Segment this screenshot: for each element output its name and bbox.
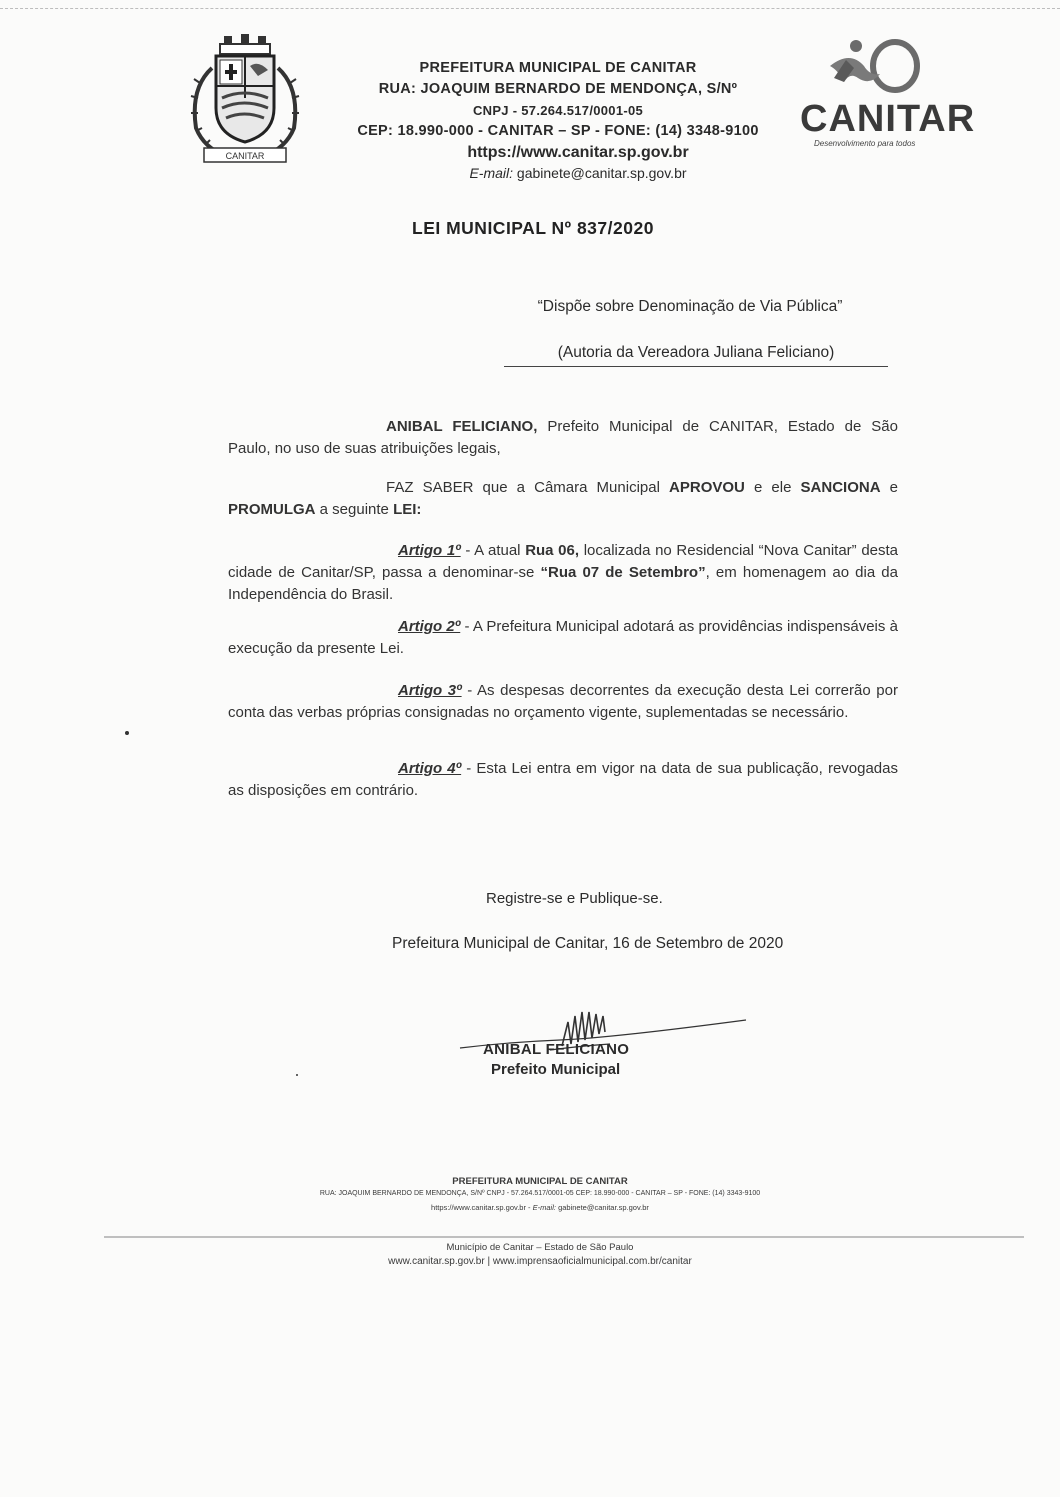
header-email-line <box>358 163 798 184</box>
footer-site-link[interactable]: https://www.canitar.sp.gov.br <box>431 1203 526 1212</box>
article-1-text-a: - A atual <box>460 542 526 559</box>
article-1-old-street: Rua 06, <box>525 542 580 559</box>
footer-links[interactable]: www.canitar.sp.gov.br | www.imprensaoficialmunicipal.com.br/canitar <box>388 1256 692 1267</box>
preamble-text: Prefeito Municipal de CANITAR, Estado de São Paulo, no uso de suas atribuições legais, <box>228 418 898 457</box>
enactment-text: FAZ SABER que a Câmara Municipal <box>386 479 670 496</box>
article-3-text: - As despesas decorrentes da execução desta Lei correrão por conta das verbas próprias consignadas no orçamento vigente, suplementadas se necessário. <box>228 682 898 721</box>
article-2 <box>228 616 898 660</box>
footer-address: RUA: JOAQUIM BERNARDO DE MENDONÇA, S/Nº CNPJ - 57.264.517/0001-05 CEP: 18.990-000 - CANITAR – SP - FONE: (14) 3343-9100 <box>319 1190 761 1197</box>
signatory-name: ANIBAL FELICIANO <box>483 1041 630 1058</box>
footer-email-label: E-mail: <box>532 1203 556 1212</box>
header-email-link[interactable]: gabinete@canitar.sp.gov.br <box>516 165 687 181</box>
footer-divider <box>104 1236 1024 1238</box>
header-institution: PREFEITURA MUNICIPAL DE CANITAR <box>419 60 697 76</box>
footer-municipality: Município de Canitar – Estado de São Paulo <box>446 1242 634 1253</box>
header-cnpj: CNPJ - 57.264.517/0001-05 <box>472 103 644 118</box>
article-1-text-e: , em homenagem ao dia da Independência do Brasil. <box>228 564 898 603</box>
law-author: (Autoria da Vereadora Juliana Feliciano) <box>504 344 888 367</box>
footer-email-link[interactable]: gabinete@canitar.sp.gov.br <box>558 1203 649 1212</box>
place-date-line: Prefeitura Municipal de Canitar, 16 de Setembro de 2020 <box>392 935 784 952</box>
footer-contact: https://www.canitar.sp.gov.br - E-mail: gabinete@canitar.sp.gov.br <box>431 1203 649 1212</box>
law-title: LEI MUNICIPAL Nº 837/2020 <box>412 218 654 238</box>
enactment-text-4: a seguinte <box>315 501 394 518</box>
enactment-law: LEI: <box>393 501 422 518</box>
crest-banner-text: CANITAR <box>225 151 265 161</box>
signatory-role: Prefeito Municipal <box>491 1061 621 1078</box>
article-2-label: Artigo 2º <box>398 618 461 635</box>
people-figure-logo-icon <box>800 36 990 106</box>
header-cep-phone: CEP: 18.990-000 - CANITAR – SP - FONE: (14) 3348-9100 <box>357 123 759 139</box>
register-publish-line: Registre-se e Publique-se. <box>486 890 663 907</box>
enactment-text-2: e ele <box>744 479 801 496</box>
article-1-label: Artigo 1º <box>398 542 461 559</box>
handwritten-signature-icon <box>450 1008 750 1068</box>
article-1-text-c: localizada no Residencial “Nova Canitar” desta cidade de Canitar/SP, passa a denominar-se <box>228 542 899 581</box>
article-4-text: - Esta Lei entra em vigor na data de sua publicação, revogadas as disposições em contrário. <box>228 760 898 799</box>
letterhead <box>318 58 798 184</box>
scan-speck <box>125 731 129 735</box>
article-2-text: - A Prefeitura Municipal adotará as providências indispensáveis à execução da presente Lei. <box>228 618 898 657</box>
enactment-text-3: e <box>880 479 898 496</box>
enactment-paragraph <box>228 477 898 521</box>
scan-speck <box>296 1074 298 1076</box>
article-1 <box>228 540 898 606</box>
enactment-promulgates: PROMULGA <box>228 501 316 518</box>
article-3 <box>228 680 898 724</box>
preamble-paragraph <box>228 416 898 460</box>
header-address: RUA: JOAQUIM BERNARDO DE MENDONÇA, S/Nº <box>378 81 738 97</box>
law-ementa: “Dispõe sobre Denominação de Via Pública” <box>537 298 843 315</box>
header-website-link[interactable]: https://www.canitar.sp.gov.br <box>467 144 689 161</box>
enactment-sanctions: SANCIONA <box>800 479 881 496</box>
footer-institution: PREFEITURA MUNICIPAL DE CANITAR <box>452 1176 628 1187</box>
article-3-label: Artigo 3º <box>398 682 462 699</box>
scan-top-rule <box>0 8 1060 9</box>
article-4 <box>228 758 898 802</box>
enactment-approved: APROVOU <box>669 479 745 496</box>
coat-of-arms-icon <box>182 28 308 168</box>
header-email-label: E-mail: <box>469 165 514 181</box>
article-1-new-street: “Rua 07 de Setembro” <box>540 564 706 581</box>
brand-name: CANITAR <box>800 98 976 140</box>
mayor-name-bold: ANIBAL FELICIANO, <box>386 418 538 435</box>
brand-tagline: Desenvolvimento para todos <box>814 139 916 148</box>
canitar-brand-logo <box>800 36 990 156</box>
article-4-label: Artigo 4º <box>398 760 462 777</box>
